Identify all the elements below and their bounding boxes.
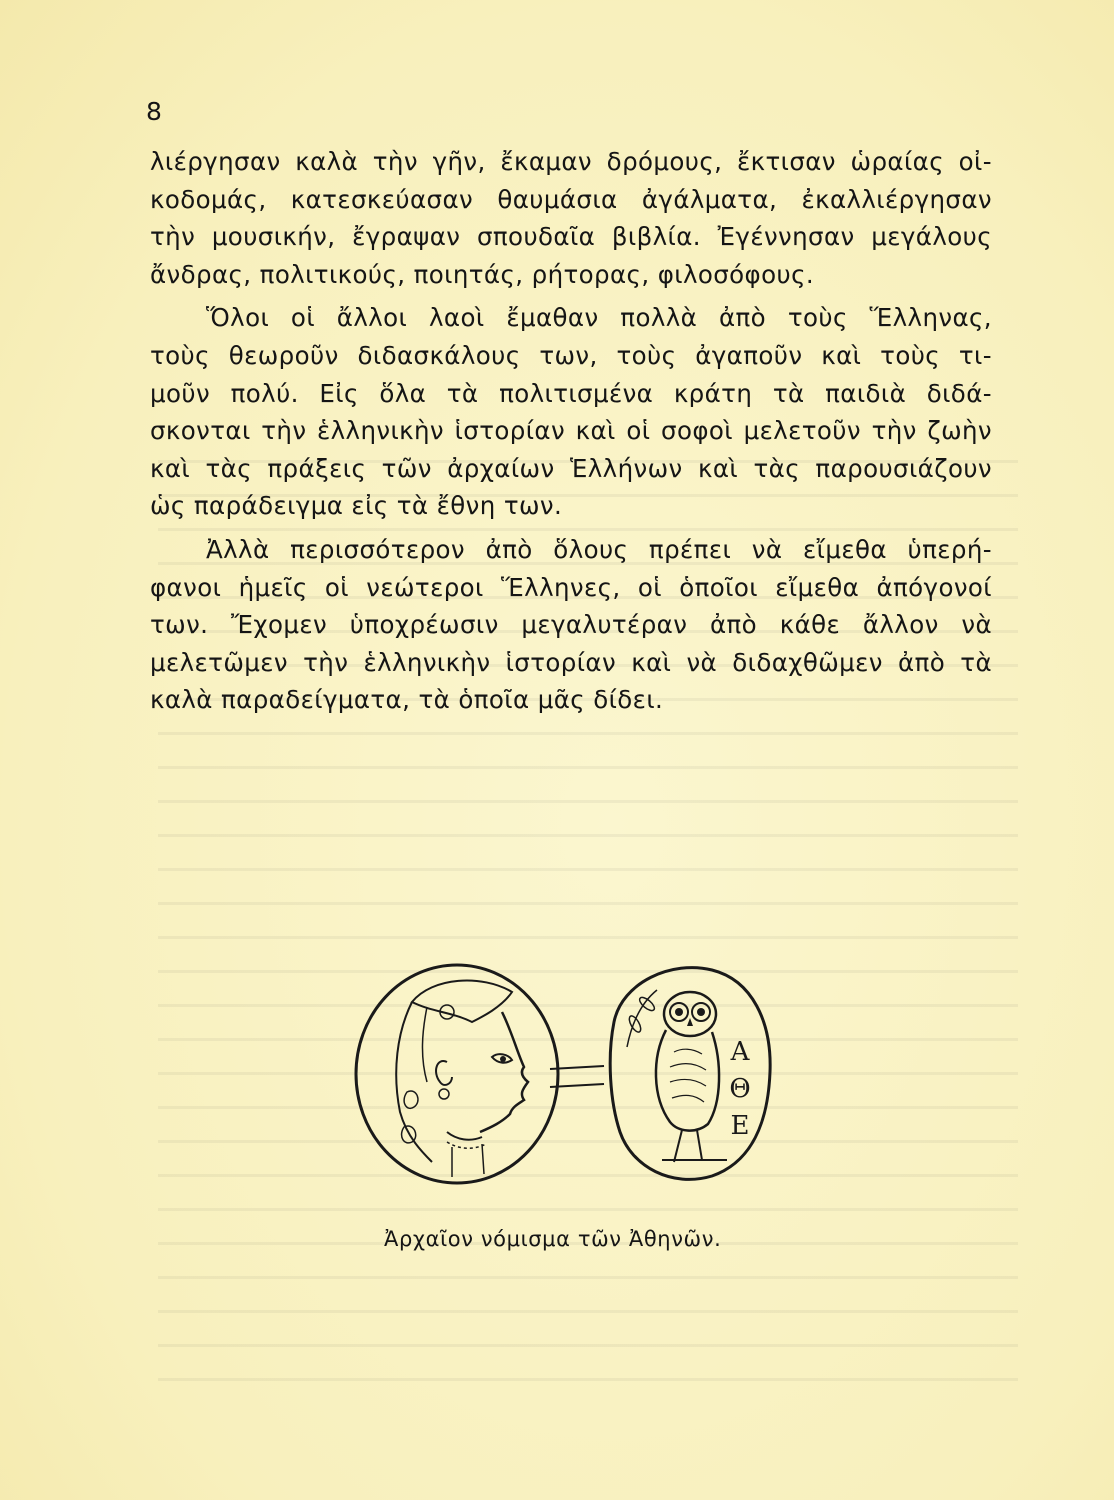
text-line: τοὺς θεωροῦν διδασκάλους των, τοὺς ἀγαποῦν καὶ τοὺς τι-	[150, 340, 992, 370]
text-line: μοῦν πολύ. Εἰς ὅλα τὰ πολιτισμένα κράτη τὰ παιδιὰ διδά-	[150, 378, 992, 408]
coin-illustration	[352, 962, 802, 1192]
text-line: κοδομάς, κατεσκεύασαν θαυμάσια ἀγάλματα, ἐκαλλιέργησαν	[150, 184, 992, 214]
text-line: λιέργησαν καλὰ τὴν γῆν, ἔκαμαν δρόμους, ἔκτισαν ὡραίας οἰ-	[150, 147, 992, 176]
owl-reverse	[610, 968, 770, 1180]
athena-head-obverse	[356, 965, 558, 1183]
text-line: ὡς παράδειγμα εἰς τὰ ἔθνη των.	[150, 491, 563, 521]
body-text	[150, 143, 992, 719]
coin-inscription-letter: Ε	[730, 1111, 750, 1141]
text-line: καὶ τὰς πράξεις τῶν ἀρχαίων Ἑλλήνων καὶ τὰς παρουσιάζουν	[150, 453, 992, 483]
page-number: 8	[146, 97, 162, 126]
text-line: μελετῶμεν τὴν ἑλληνικὴν ἱστορίαν καὶ νὰ διδαχθῶμεν ἀπὸ τὰ	[150, 647, 992, 677]
text-line: φανοι ἡμεῖς οἱ νεώτεροι Ἕλληνες, οἱ ὁποῖοι εἴμεθα ἀπόγονοί	[150, 572, 992, 602]
text-line: Ἀλλὰ περισσότερον ἀπὸ ὅλους πρέπει νὰ εἴμεθα ὑπερή-	[206, 534, 992, 564]
text-line: των. Ἔχομεν ὑποχρέωσιν μεγαλυτέραν ἀπὸ κάθε ἄλλον νὰ	[150, 610, 992, 640]
text-line: καλὰ παραδείγματα, τὰ ὁποῖα μᾶς δίδει.	[150, 685, 664, 715]
text-line: σκονται τὴν ἑλληνικὴν ἱστορίαν καὶ οἱ σοφοὶ μελετοῦν τὴν ζωὴν	[150, 416, 992, 446]
text-line: ἄνδρας, πολιτικούς, ποιητάς, ρήτορας, φιλοσόφους.	[150, 259, 815, 289]
coin-inscription-letter: Α	[730, 1037, 750, 1067]
text-line: τὴν μουσικήν, ἔγραψαν σπουδαῖα βιβλία. Ἐγέννησαν μεγάλους	[150, 222, 992, 252]
coin-inscription-letter: Θ	[729, 1074, 751, 1104]
figure-caption: Ἀρχαῖον νόμισμα τῶν Ἀθηνῶν.	[384, 1227, 722, 1251]
text-line: Ὅλοι οἱ ἄλλοι λαοὶ ἔμαθαν πολλὰ ἀπὸ τοὺς Ἕλληνας,	[206, 303, 992, 333]
